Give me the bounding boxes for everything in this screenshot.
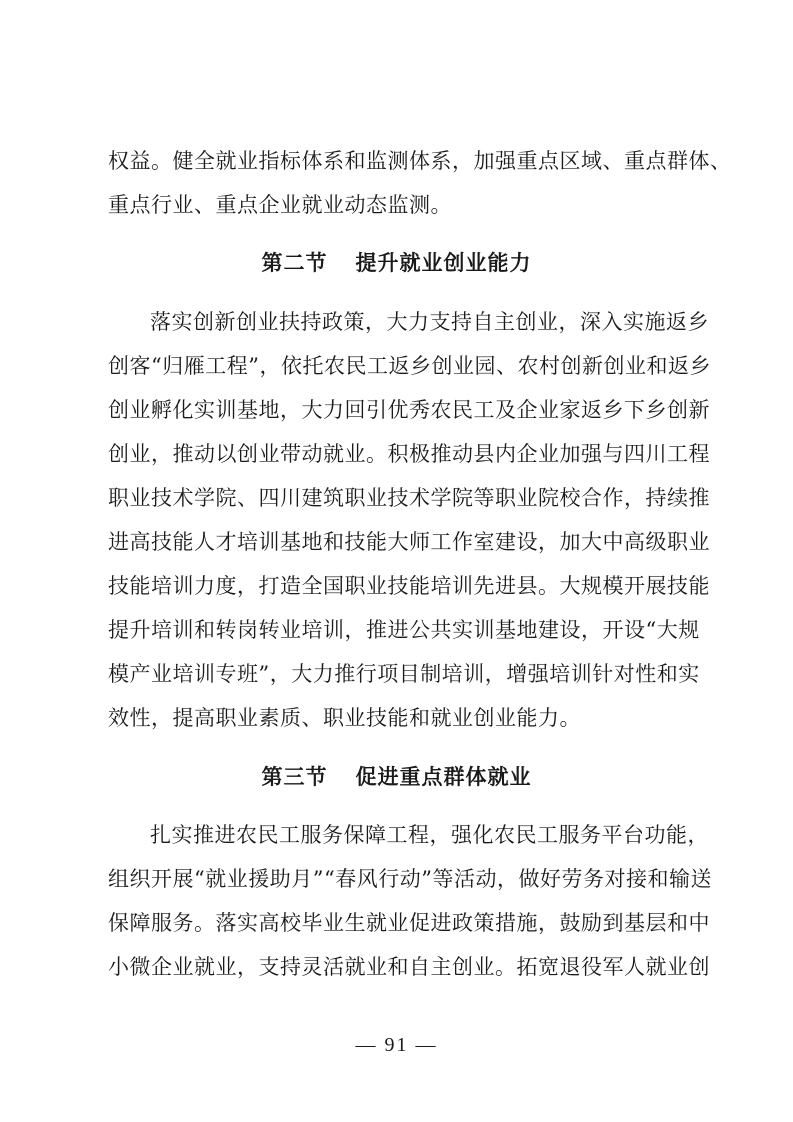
paragraph-line: 技能培训力度，打造全国职业技能培训先进县。大规模开展技能 [108, 574, 710, 598]
section-title: 提升就业创业能力 [355, 250, 532, 275]
paragraph-line: 创客“归雁工程”，依托农民工返乡创业园、农村创新创业和返乡 [108, 354, 711, 378]
section-title: 促进重点群体就业 [355, 764, 532, 789]
page-number: — 91 — [355, 1034, 438, 1056]
section-heading-3 [0, 762, 793, 792]
paragraph-line: 效性，提高职业素质、职业技能和就业创业能力。 [108, 706, 581, 730]
paragraph-line: 扎实推进农民工服务保障工程，强化农民工服务平台功能， [150, 823, 709, 847]
paragraph-line: 提升培训和转岗转业培训，推进公共实训基地建设，开设“大规 [108, 618, 700, 642]
paragraph-line: 小微企业就业，支持灵活就业和自主创业。拓宽退役军人就业创 [108, 955, 710, 979]
section-number: 第二节 [261, 250, 328, 275]
paragraph-line: 权益。健全就业指标体系和监测体系，加强重点区域、重点群体、 [108, 149, 732, 173]
paragraph-line: 保障服务。落实高校毕业生就业促进政策措施，鼓励到基层和中 [108, 911, 710, 935]
section-heading-2 [0, 248, 793, 278]
paragraph-line: 创业，推动以创业带动就业。积极推动县内企业加强与四川工程 [108, 442, 710, 466]
paragraph-line: 重点行业、重点企业就业动态监测。 [108, 193, 452, 217]
paragraph-line: 落实创新创业扶持政策，大力支持自主创业，深入实施返乡 [150, 310, 709, 334]
paragraph-line: 创业孵化实训基地，大力回引优秀农民工及企业家返乡下乡创新 [108, 398, 710, 422]
paragraph-line: 模产业培训专班”，大力推行项目制培训，增强培训针对性和实 [108, 662, 700, 686]
paragraph-line: 职业技术学院、四川建筑职业技术学院等职业院校合作，持续推 [108, 486, 710, 510]
paragraph-line: 组织开展“就业援助月”“春风行动”等活动，做好劳务对接和输送 [108, 867, 712, 891]
section-number: 第三节 [261, 764, 328, 789]
paragraph-line: 进高技能人才培训基地和技能大师工作室建设，加大中高级职业 [108, 530, 710, 554]
